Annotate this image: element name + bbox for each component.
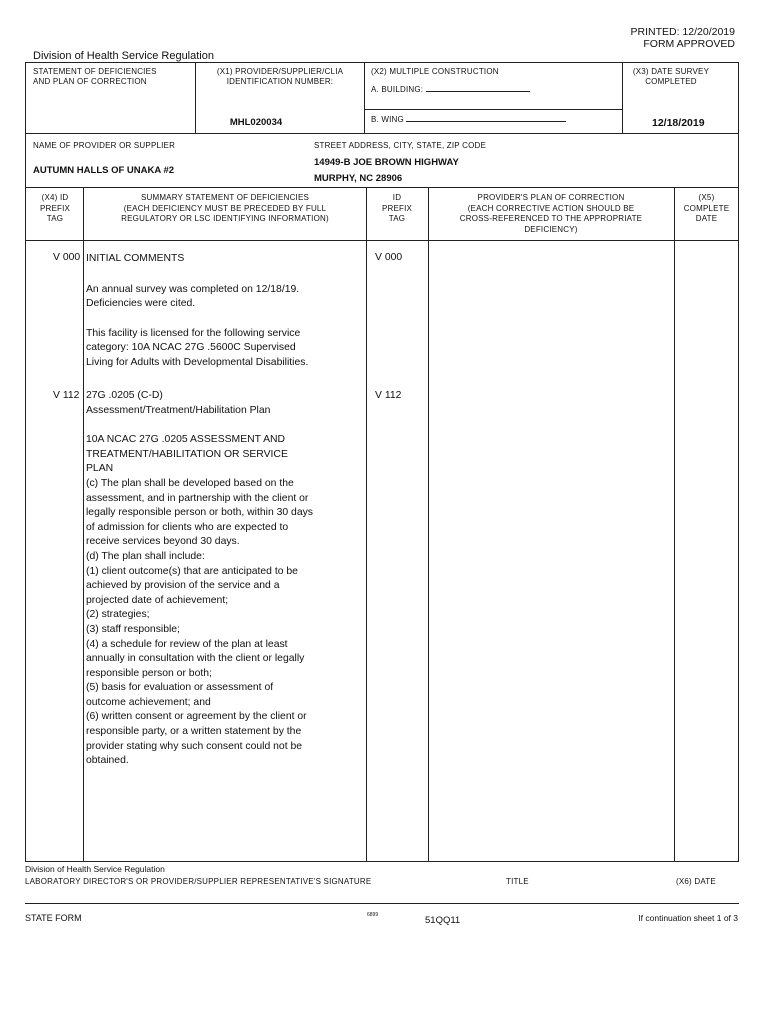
address-line-1: 14949-B JOE BROWN HIGHWAY bbox=[314, 157, 459, 168]
entry-v112-text: 27G .0205 (C-D) Assessment/Treatment/Habilitation Plan 10A NCAC 27G .0205 ASSESSMENT AND TREATMENT/HABILITATION OR SERVICE PLAN (c) The plan shall be developed based on the assessment, and in partnership with the client or legally responsible person or both, within 30 days of admission for clients who are expected to receive services beyond 30 days. (d) The plan shall include: (1) client outcome(s) that are anticipated to be achieved by provision of the service and a projected date of achievement; (2) strategies; (3) staff responsible; (4) a schedule for review of the plan at least annually in consultation with the client or legally responsible person or both; (5) basis for evaluation or assessment of outcome achievement; and (6) written consent or agreement by the client or responsible party, or a written statement by the provider stating why such consent could not be obtained. bbox=[86, 390, 313, 767]
agency-header: Division of Health Service Regulation bbox=[33, 50, 214, 62]
x1-label: (X1) PROVIDER/SUPPLIER/CLIA IDENTIFICATION NUMBER: bbox=[216, 67, 344, 86]
x2-label: (X2) MULTIPLE CONSTRUCTION bbox=[371, 67, 499, 76]
signature-label: LABORATORY DIRECTOR'S OR PROVIDER/SUPPLIER REPRESENTATIVE'S SIGNATURE bbox=[25, 877, 372, 886]
continuation-sheet: If continuation sheet 1 of 3 bbox=[638, 913, 738, 923]
state-form-label: STATE FORM bbox=[25, 913, 82, 923]
x3-label: (X3) DATE SURVEY COMPLETED bbox=[632, 67, 710, 86]
plan-header: PROVIDER'S PLAN OF CORRECTION (EACH CORRECTIVE ACTION SHOULD BE CROSS-REFERENCED TO THE APPROPRIATE DEFICIENCY) bbox=[459, 193, 643, 234]
x4-header: (X4) ID PREFIX TAG bbox=[39, 193, 71, 223]
x6-date-label: (X6) DATE bbox=[676, 877, 716, 886]
title-label: TITLE bbox=[506, 877, 529, 886]
summary-header: SUMMARY STATEMENT OF DEFICIENCIES (EACH DEFICIENCY MUST BE PRECEDED BY FULL REGULATORY OR LSC IDENTIFYING INFORMATION) bbox=[121, 193, 329, 223]
tag-v112: V 112 bbox=[53, 390, 80, 401]
event-id: 51QQ11 bbox=[425, 915, 461, 926]
tag-v000: V 000 bbox=[53, 252, 81, 263]
id-tag-v112: V 112 bbox=[375, 390, 402, 401]
form-code: 6899 bbox=[367, 912, 379, 918]
provider-name: AUTUMN HALLS OF UNAKA #2 bbox=[33, 165, 175, 176]
footer-agency: Division of Health Service Regulation bbox=[25, 864, 165, 874]
id-tag-v000: V 000 bbox=[375, 252, 403, 263]
provider-name-label: NAME OF PROVIDER OR SUPPLIER bbox=[33, 141, 176, 150]
provider-id: MHL020034 bbox=[229, 117, 283, 128]
survey-date: 12/18/2019 bbox=[652, 117, 705, 129]
statement-label: STATEMENT OF DEFICIENCIES AND PLAN OF CORRECTION bbox=[33, 67, 157, 86]
wing-field: B. WING bbox=[371, 114, 566, 124]
address-line-2: MURPHY, NC 28906 bbox=[314, 173, 403, 184]
building-field: A. BUILDING: bbox=[371, 84, 530, 94]
id-header: ID PREFIX TAG bbox=[381, 193, 413, 223]
entry-v000-text: INITIAL COMMENTS An annual survey was completed on 12/18/19. Deficiencies were cited. This facility is licensed for the following service category: 10A NCAC 27G .5600C Supervised Living for Adults with Developmental Disabilities. bbox=[86, 253, 309, 368]
printed-date: PRINTED: 12/20/2019 bbox=[630, 26, 735, 38]
x5-header: (X5) COMPLETE DATE bbox=[683, 193, 730, 223]
form-status: FORM APPROVED bbox=[643, 38, 735, 50]
address-label: STREET ADDRESS, CITY, STATE, ZIP CODE bbox=[314, 141, 487, 150]
